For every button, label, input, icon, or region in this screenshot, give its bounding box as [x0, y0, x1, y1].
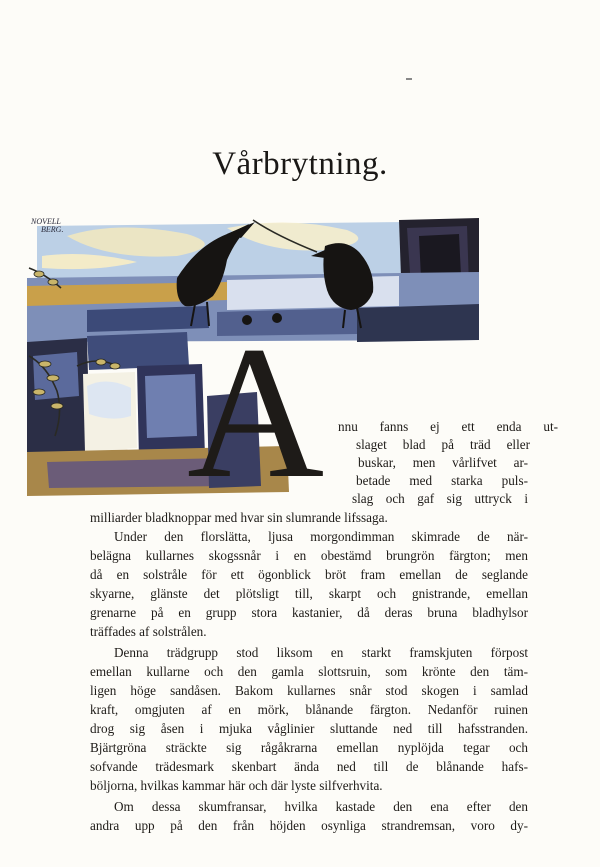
illustrator-signature: NOVELL BERG.	[31, 217, 64, 234]
text-line: drog sig åsen i mjuka våglinier sluttande ned till hafsstranden.	[90, 721, 528, 736]
text-line: buskar, men vårlifvet ar-	[358, 455, 528, 470]
text-line: milliarder bladknoppar med hvar sin slumrande lifssaga.	[90, 510, 388, 525]
page-title: Vårbrytning.	[212, 146, 388, 182]
text-line: andra upp på den från höjden osynliga strandremsan, voro dy-	[90, 818, 528, 833]
text-line: slag och gaf sig uttryck i	[352, 491, 528, 506]
text-line: betade med starka puls-	[356, 473, 528, 488]
text-line: belägna kullarnes skogssnår i en obestämd brungrön färgton; men	[90, 548, 528, 563]
text-line: böljorna, hvilkas kammar här och där lyste silfverhvita.	[90, 778, 383, 793]
page-speck	[406, 78, 412, 80]
drop-cap: A	[187, 308, 325, 498]
text-line: slaget blad på träd eller	[356, 437, 530, 452]
text-line: emellan kullarne och den gamla slottsruin, som krönte den täm-	[90, 664, 528, 679]
text-line: då en solstråle för ett ögonblick bröt fram emellan de seglande	[90, 567, 528, 582]
text-line: grenarne på en grupp stora kastanier, då deras bruna bladhylsor	[90, 605, 528, 620]
text-line: ligen höge sandåsen. Bakom kullarnes snår stod skogen i samlad	[90, 683, 528, 698]
text-line: Bjärtgröna sträckte sig rågåkrarna emellan nyplöjda tegar och	[90, 740, 528, 755]
text-line: kraft, omgjuten af en mörk, blånande färgton. Nedanför ruinen	[90, 702, 528, 717]
text-line: träffades af solstrålen.	[90, 624, 207, 639]
text-line: Om dessa skumfransar, hvilka kastade den ena efter den	[114, 799, 528, 814]
text-line: skyarne, glänste det plötsligt till, skarpt och gnistrande, emellan	[90, 586, 528, 601]
text-line: Under den florslätta, ljusa morgondimman skimrade de när-	[114, 529, 528, 544]
text-line: nnu fanns ej ett enda ut-	[338, 419, 558, 434]
text-line: Denna trädgrupp stod liksom en starkt framskjuten förpost	[114, 645, 528, 660]
text-line: sofvande trädesmark skenbart ända ned till de blånande hafs-	[90, 759, 528, 774]
